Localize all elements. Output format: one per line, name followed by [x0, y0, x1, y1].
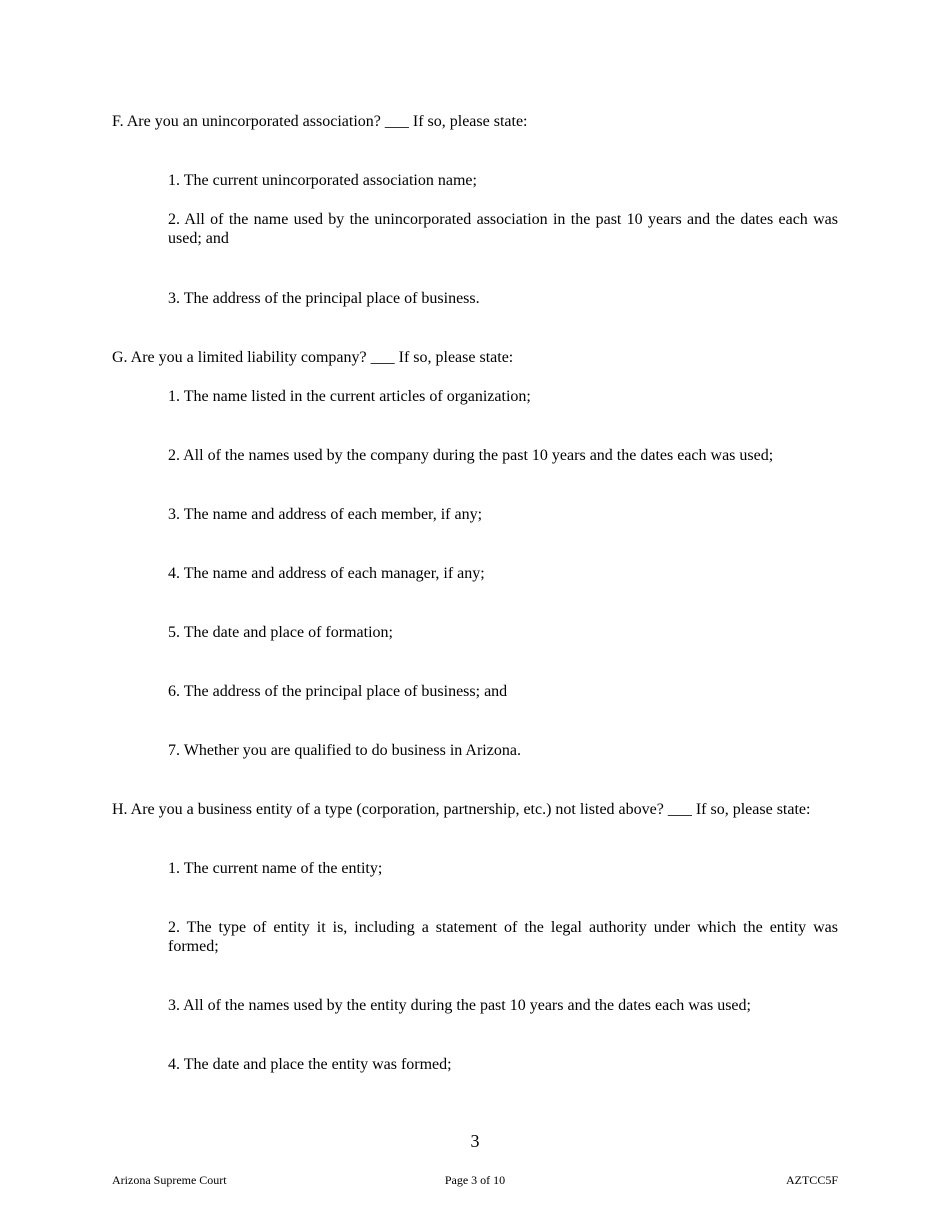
section-h-item-2: 2. The type of entity it is, including a statement of the legal authority under which the entity was formed;	[168, 919, 838, 955]
section-g-item-3: 3. The name and address of each member, if any;	[168, 506, 483, 523]
section-g-item-2: 2. All of the names used by the company during the past 10 years and the dates each was used;	[168, 447, 774, 464]
section-g-item-5: 5. The date and place of formation;	[168, 624, 393, 641]
section-g-item-1: 1. The name listed in the current articles of organization;	[168, 388, 531, 405]
section-h-item-3: 3. All of the names used by the entity during the past 10 years and the dates each was used;	[168, 997, 751, 1014]
section-g-item-7: 7. Whether you are qualified to do business in Arizona.	[168, 742, 521, 759]
section-g-question: G. Are you a limited liability company? ___ If so, please state:	[112, 349, 514, 366]
footer-court-name: Arizona Supreme Court	[112, 1173, 227, 1187]
section-h-item-4: 4. The date and place the entity was formed;	[168, 1056, 452, 1073]
section-f-question: F. Are you an unincorporated association? ___ If so, please state:	[112, 113, 528, 130]
section-g-item-4: 4. The name and address of each manager, if any;	[168, 565, 485, 582]
section-f-item-1: 1. The current unincorporated association name;	[168, 172, 477, 189]
footer-form-code: AZTCC5F	[785, 1173, 838, 1187]
section-h-question: H. Are you a business entity of a type (corporation, partnership, etc.) not listed above? ___ If so, please state:	[112, 801, 811, 818]
page-number: 3	[470, 1131, 480, 1151]
footer-page-count: Page 3 of 10	[444, 1173, 506, 1187]
section-h-item-1: 1. The current name of the entity;	[168, 860, 383, 877]
section-f-item-3: 3. The address of the principal place of business.	[168, 290, 480, 307]
section-f-item-2: 2. All of the name used by the unincorporated association in the past 10 years and the dates each was used; and	[168, 211, 838, 247]
section-g-item-6: 6. The address of the principal place of business; and	[168, 683, 508, 700]
